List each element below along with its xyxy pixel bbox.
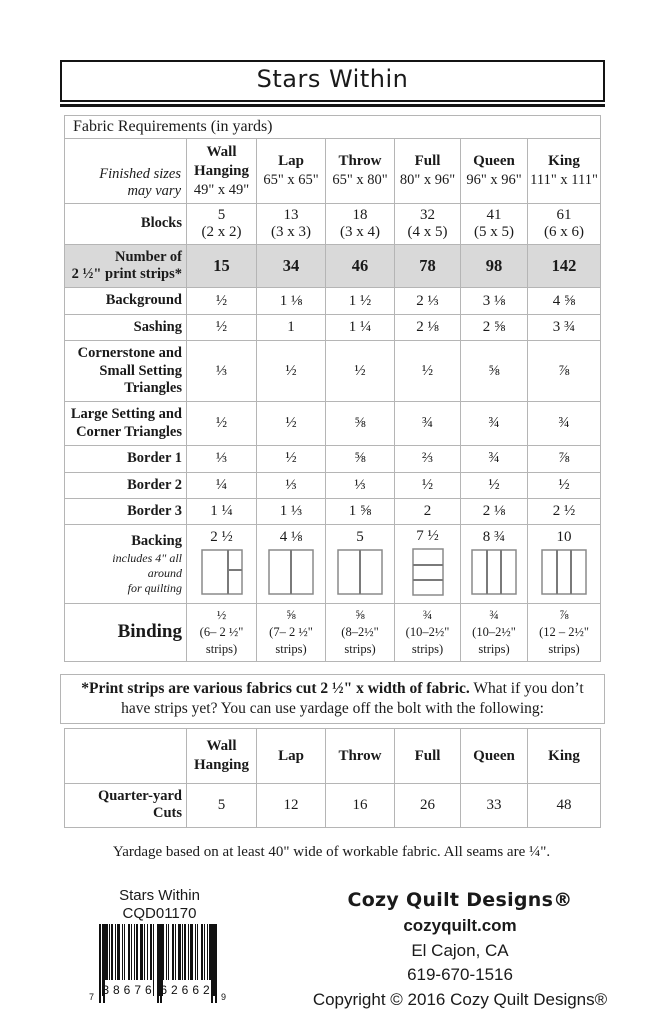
table-cell: ⅝ — [461, 341, 528, 402]
table-cell: 3 ¾ — [528, 314, 601, 340]
column-header-throw: Throw 65" x 80" — [326, 139, 395, 204]
row-label: Border 3 — [65, 498, 187, 524]
row-border-3 — [65, 498, 601, 524]
table-cell: 1 ⅓ — [257, 498, 326, 524]
row-binding — [65, 604, 601, 662]
table-cell: ⅓ — [187, 446, 257, 472]
table-cell: ¾ — [461, 446, 528, 472]
column-header-throw: Throw — [326, 729, 395, 784]
row-label: Background — [65, 288, 187, 314]
table-cell: 142 — [528, 244, 601, 288]
svg-text:9: 9 — [220, 992, 226, 1002]
table-cell: 48 — [528, 783, 601, 827]
table-cell: 8 ¾ — [461, 525, 528, 604]
note-regular-text: What if you don’t have strips yet? You can use yardage off the bolt with the following: — [121, 679, 584, 718]
table-cell: 26 — [395, 783, 461, 827]
table-cell: 12 — [257, 783, 326, 827]
table-cell: 5 — [187, 783, 257, 827]
table-cell: 33 — [461, 783, 528, 827]
quarter-yard-cuts-table — [64, 728, 601, 827]
table-cell: 1 — [257, 314, 326, 340]
svg-text:7: 7 — [88, 992, 94, 1002]
table-cell: 61 (6 x 6) — [528, 203, 601, 244]
svg-text:62662: 62662 — [159, 983, 214, 997]
table-cell: ¾ (10–2½" strips) — [395, 604, 461, 662]
company-name: Cozy Quilt Designs® — [347, 888, 573, 911]
table-cell: ⅞ (12 – 2½" strips) — [528, 604, 601, 662]
backing-diagram-three-panels-vertical — [540, 548, 588, 596]
table-cell: ½ — [395, 341, 461, 402]
yardage-footnote: Yardage based on at least 40" wide of workable fabric. All seams are ¼". — [112, 843, 551, 860]
column-header-wall-hanging: Wall Hanging 49" x 49" — [187, 139, 257, 204]
company-website: cozyquilt.com — [403, 916, 517, 936]
table-cell: 3 ⅛ — [461, 288, 528, 314]
table-cell: ½ — [461, 472, 528, 498]
row-label: Cornerstone and Small Setting Triangles — [65, 341, 187, 402]
table-header-row — [65, 729, 601, 784]
row-sashing — [65, 314, 601, 340]
table-cell: ⅝ (8–2½" strips) — [326, 604, 395, 662]
company-location: El Cajon, CA — [411, 940, 509, 960]
barcode-sku: CQD01170 — [122, 905, 197, 923]
table-cell: ½ — [395, 472, 461, 498]
table-cell: 34 — [257, 244, 326, 288]
table-cell: ⅓ — [187, 341, 257, 402]
table-caption: Fabric Requirements (in yards) — [65, 116, 601, 139]
row-label: Blocks — [65, 203, 187, 244]
backing-diagram-three-panels-vertical — [470, 548, 518, 596]
row-border-1 — [65, 446, 601, 472]
table-cell: 1 ¼ — [326, 314, 395, 340]
page-title: Stars Within — [256, 65, 409, 93]
table-cell: 32 (4 x 5) — [395, 203, 461, 244]
note-bold-text: *Print strips are various fabrics cut 2 ½" x width of fabric. — [81, 679, 470, 697]
table-cell: ¾ — [395, 402, 461, 446]
barcode-block — [52, 887, 267, 1024]
column-header-queen: Queen 96" x 96" — [461, 139, 528, 204]
backing-diagram-two-panels-vertical-right-seam — [200, 548, 244, 596]
table-cell: 15 — [187, 244, 257, 288]
empty-corner-cell — [65, 729, 187, 784]
table-cell: 10 — [528, 525, 601, 604]
table-cell: ½ (6– 2 ½" strips) — [187, 604, 257, 662]
row-label: Sashing — [65, 314, 187, 340]
table-cell: 18 (3 x 4) — [326, 203, 395, 244]
table-cell: 2 ½ — [187, 525, 257, 604]
barcode-pattern-name: Stars Within — [119, 886, 200, 904]
table-cell: ⅞ — [528, 341, 601, 402]
upc-barcode — [85, 924, 235, 1019]
row-label: Large Setting and Corner Triangles — [65, 402, 187, 446]
row-label: Border 1 — [65, 446, 187, 472]
column-header-full: Full — [395, 729, 461, 784]
table-cell: ¾ (10–2½" strips) — [461, 604, 528, 662]
column-header-king: King 111" x 111" — [528, 139, 601, 204]
column-header-king: King — [528, 729, 601, 784]
column-header-wall-hanging: Wall Hanging — [187, 729, 257, 784]
print-strips-note — [60, 674, 605, 724]
table-cell: 78 — [395, 244, 461, 288]
table-cell: ¾ — [528, 402, 601, 446]
table-cell: ½ — [257, 402, 326, 446]
table-cell: 2 ⅛ — [395, 314, 461, 340]
table-cell: 1 ¼ — [187, 498, 257, 524]
row-label: Number of 2 ½" print strips* — [65, 244, 187, 288]
row-background — [65, 288, 601, 314]
table-cell: ⅝ — [326, 446, 395, 472]
table-cell: ⅞ — [528, 446, 601, 472]
table-cell: ½ — [187, 288, 257, 314]
footer — [0, 887, 663, 1024]
table-cell: ⅝ (7– 2 ½" strips) — [257, 604, 326, 662]
table-cell: ½ — [257, 446, 326, 472]
finished-sizes-note: Finished sizes may vary — [65, 139, 187, 204]
table-cell: ¼ — [187, 472, 257, 498]
table-cell: 1 ⅛ — [257, 288, 326, 314]
company-phone: 619-670-1516 — [407, 965, 513, 985]
table-cell: 2 — [395, 498, 461, 524]
backing-diagram-two-panels-vertical — [336, 548, 384, 596]
table-cell: ½ — [528, 472, 601, 498]
backing-diagram-two-panels-vertical — [267, 548, 315, 596]
table-cell: 2 ½ — [528, 498, 601, 524]
row-backing — [65, 525, 601, 604]
title-underline — [60, 104, 605, 107]
pattern-title-box — [60, 60, 605, 102]
row-label: Border 2 — [65, 472, 187, 498]
table-cell: 1 ½ — [326, 288, 395, 314]
table-cell: ½ — [187, 314, 257, 340]
backing-diagram-three-panels-horizontal — [411, 547, 445, 597]
row-border-2 — [65, 472, 601, 498]
row-large-setting-and-corner-triangles — [65, 402, 601, 446]
table-caption-row — [65, 116, 601, 139]
table-cell: ⅝ — [326, 402, 395, 446]
column-header-queen: Queen — [461, 729, 528, 784]
table-cell: ½ — [326, 341, 395, 402]
svg-text:38676: 38676 — [101, 983, 156, 997]
row-sublabel: includes 4" all around for quilting — [112, 550, 182, 595]
table-cell: ⅓ — [257, 472, 326, 498]
table-cell: 2 ⅝ — [461, 314, 528, 340]
table-header-row — [65, 139, 601, 204]
table-cell: ⅓ — [326, 472, 395, 498]
table-cell: 2 ⅓ — [395, 288, 461, 314]
table-cell: ⅔ — [395, 446, 461, 472]
table-cell: ½ — [187, 402, 257, 446]
table-cell: 98 — [461, 244, 528, 288]
table-cell: 46 — [326, 244, 395, 288]
table-cell: ¾ — [461, 402, 528, 446]
row-label: Binding — [65, 604, 187, 662]
column-header-lap: Lap 65" x 65" — [257, 139, 326, 204]
table-cell: 16 — [326, 783, 395, 827]
row-label: Quarter-yard Cuts — [65, 783, 187, 827]
row-label: Backing includes 4" all around for quilting — [65, 525, 187, 604]
column-header-lap: Lap — [257, 729, 326, 784]
company-copyright: Copyright © 2016 Cozy Quilt Designs® — [312, 989, 608, 1009]
table-cell: 41 (5 x 5) — [461, 203, 528, 244]
table-cell: 2 ⅛ — [461, 498, 528, 524]
table-cell: 4 ⅝ — [528, 288, 601, 314]
table-cell: ½ — [257, 341, 326, 402]
table-cell: 1 ⅝ — [326, 498, 395, 524]
column-header-full: Full 80" x 96" — [395, 139, 461, 204]
row-number-of-2-print-strips — [65, 244, 601, 288]
table-cell: 5 — [326, 525, 395, 604]
table-cell: 4 ⅛ — [257, 525, 326, 604]
table-cell: 13 (3 x 3) — [257, 203, 326, 244]
row-blocks — [65, 203, 601, 244]
table-cell: 5 (2 x 2) — [187, 203, 257, 244]
company-block — [267, 887, 663, 1024]
row-cornerstone-and-small-setting-triangles — [65, 341, 601, 402]
row-quarter-yard-cuts — [65, 783, 601, 827]
fabric-requirements-table — [64, 115, 601, 662]
table-cell: 7 ½ — [395, 525, 461, 604]
